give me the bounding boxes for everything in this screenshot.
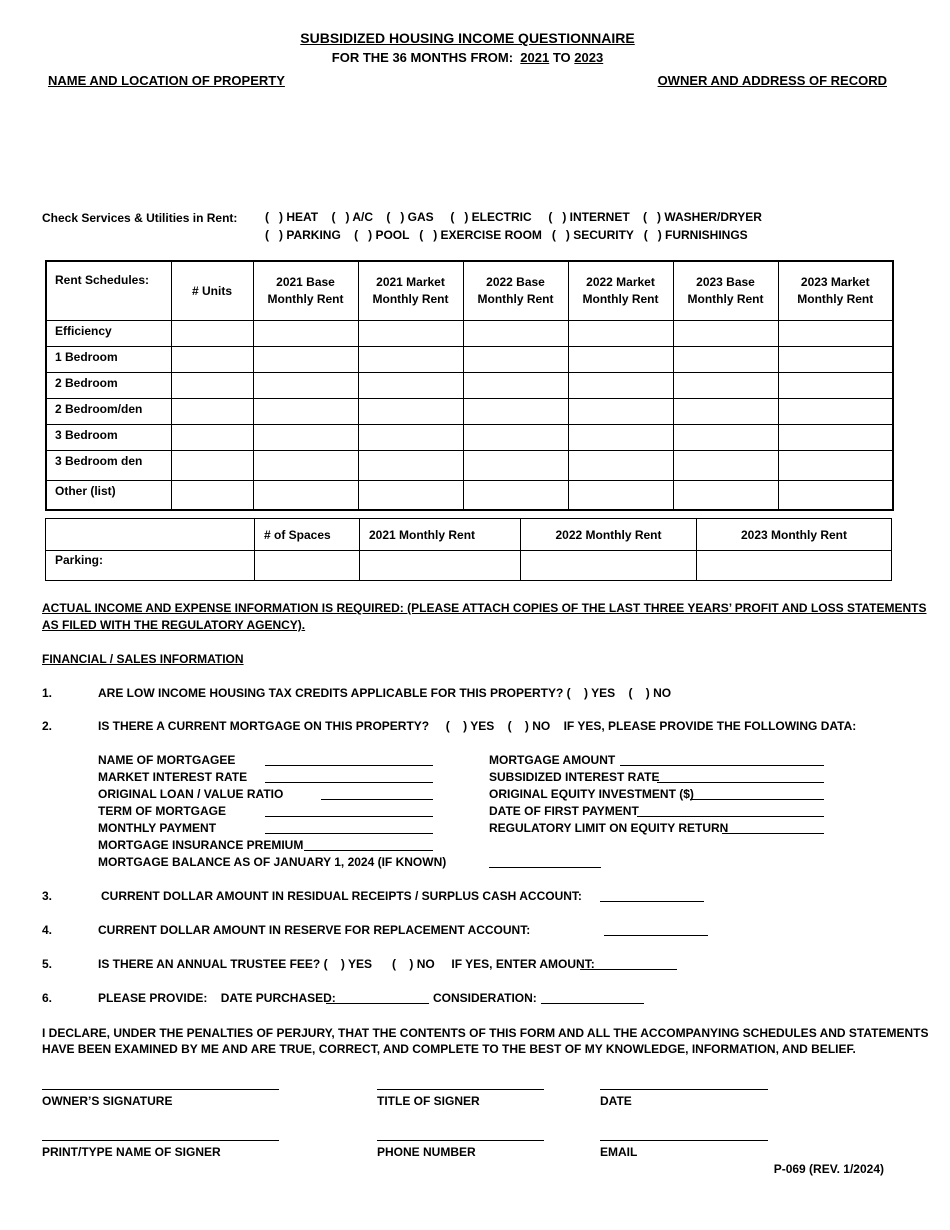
entry-cell[interactable] [358,373,463,399]
table-row [46,551,892,581]
question-5[interactable]: IS THERE AN ANNUAL TRUSTEE FEE? ( ) YES ( ) NO IF YES, ENTER AMOUNT: [98,957,595,971]
fill-line[interactable] [604,935,708,936]
period-prefix: FOR THE 36 MONTHS FROM: [331,50,514,65]
phone-number-label: PHONE NUMBER [377,1145,476,1159]
entry-cell[interactable] [358,399,463,425]
question-number: 2. [42,719,53,733]
row-label: Other (list) [46,481,171,510]
entry-cell[interactable] [255,551,360,581]
row-label: 2 Bedroom/den [46,399,171,425]
parking-table [45,518,892,581]
signature-line[interactable] [377,1140,544,1141]
entry-cell[interactable] [463,481,568,510]
row-label: 3 Bedroom den [46,451,171,481]
question-3: CURRENT DOLLAR AMOUNT IN RESIDUAL RECEIPTS / SURPLUS CASH ACCOUNT: [101,889,582,903]
entry-cell[interactable] [521,551,697,581]
parking-header-cell: 2021 Monthly Rent [360,519,521,551]
notice-line-2: AS FILED WITH THE REGULATORY AGENCY). [42,618,306,632]
entry-cell[interactable] [568,373,673,399]
entry-cell[interactable] [778,481,893,510]
parking-header-cell: 2022 Monthly Rent [521,519,697,551]
entry-cell[interactable] [778,399,893,425]
entry-cell[interactable] [463,425,568,451]
entry-cell[interactable] [697,551,892,581]
entry-cell[interactable] [673,347,778,373]
entry-cell[interactable] [358,321,463,347]
question-6-consideration: CONSIDERATION: [433,991,537,1005]
entry-cell[interactable] [463,399,568,425]
entry-cell[interactable] [568,425,673,451]
entry-cell[interactable] [171,425,253,451]
entry-cell[interactable] [358,347,463,373]
entry-cell[interactable] [463,373,568,399]
entry-cell[interactable] [360,551,521,581]
fill-line[interactable] [321,799,433,800]
entry-cell[interactable] [673,481,778,510]
question-number: 5. [42,957,53,971]
fill-line[interactable] [690,799,824,800]
fill-line[interactable] [600,901,704,902]
declaration-line-1: I DECLARE, UNDER THE PENALTIES OF PERJURY, THAT THE CONTENTS OF THIS FORM AND ALL THE ACCOMPANYING SCHEDULES AND STATEMENTS [42,1026,929,1040]
title-of-signer-label: TITLE OF SIGNER [377,1094,480,1108]
rent-header-cell: 2022 Base Monthly Rent [463,261,568,321]
entry-cell[interactable] [358,425,463,451]
question-6-date-purchased: PLEASE PROVIDE: DATE PURCHASED: [98,991,336,1005]
services-row-2[interactable]: ( ) PARKING ( ) POOL ( ) EXERCISE ROOM ( ) SECURITY ( ) FURNISHINGS [265,228,748,242]
entry-cell[interactable] [568,481,673,510]
entry-cell[interactable] [171,373,253,399]
table-row [46,399,893,425]
services-row-1[interactable]: ( ) HEAT ( ) A/C ( ) GAS ( ) ELECTRIC ( ) INTERNET ( ) WASHER/DRYER [265,210,762,224]
fill-line[interactable] [489,867,601,868]
entry-cell[interactable] [778,451,893,481]
signature-line[interactable] [42,1089,279,1090]
entry-cell[interactable] [463,451,568,481]
entry-cell[interactable] [778,347,893,373]
entry-cell[interactable] [171,347,253,373]
entry-cell[interactable] [568,347,673,373]
rent-header-cell: 2021 Market Monthly Rent [358,261,463,321]
parking-header-cell: 2023 Monthly Rent [697,519,892,551]
signature-line[interactable] [377,1089,544,1090]
entry-cell[interactable] [778,425,893,451]
mortgage-field-label: MARKET INTEREST RATE [98,770,248,784]
entry-cell[interactable] [253,451,358,481]
table-row [46,481,893,510]
declaration-line-2: HAVE BEEN EXAMINED BY ME AND ARE TRUE, CORRECT, AND COMPLETE TO THE BEST OF MY KNOWLEDGE, INFORMATION, AND BELIEF. [42,1042,856,1056]
question-number: 1. [42,686,53,700]
fill-line[interactable] [265,833,433,834]
entry-cell[interactable] [253,373,358,399]
mortgage-field-label: MORTGAGE AMOUNT [489,753,616,767]
entry-cell[interactable] [673,451,778,481]
services-label: Check Services & Utilities in Rent: [42,211,238,225]
mortgage-field-label: NAME OF MORTGAGEE [98,753,236,767]
rent-header-row [46,261,893,321]
mortgage-field-label: DATE OF FIRST PAYMENT [489,804,639,818]
entry-cell[interactable] [568,451,673,481]
form-title: SUBSIDIZED HOUSING INCOME QUESTIONNAIRE [300,30,635,46]
fill-line[interactable] [265,782,433,783]
print-name-label: PRINT/TYPE NAME OF SIGNER [42,1145,221,1159]
table-row [46,347,893,373]
entry-cell[interactable] [673,321,778,347]
entry-cell[interactable] [253,347,358,373]
entry-cell[interactable] [171,481,253,510]
mortgage-field-label: SUBSIDIZED INTEREST RATE [489,770,660,784]
entry-cell[interactable] [253,481,358,510]
end-year: 2023 [574,50,604,65]
email-label: EMAIL [600,1145,638,1159]
rent-header-cell: # Units [171,261,253,321]
start-year: 2021 [520,50,550,65]
entry-cell[interactable] [673,425,778,451]
rent-header-cell: 2022 Market Monthly Rent [568,261,673,321]
fill-line[interactable] [265,816,433,817]
parking-header-row [46,519,892,551]
mortgage-field-label: REGULATORY LIMIT ON EQUITY RETURN [489,821,729,835]
mortgage-field-label: MORTGAGE INSURANCE PREMIUM [98,838,304,852]
notice-line-1: ACTUAL INCOME AND EXPENSE INFORMATION IS REQUIRED: (PLEASE ATTACH COPIES OF THE LAST THREE YEARS’ PROFIT AND LOSS STATEMENTS [42,601,927,615]
question-1[interactable]: ARE LOW INCOME HOUSING TAX CREDITS APPLICABLE FOR THIS PROPERTY? ( ) YES ( ) NO [98,686,672,700]
owner-signature-label: OWNER’S SIGNATURE [42,1094,173,1108]
entry-cell[interactable] [463,347,568,373]
entry-cell[interactable] [568,399,673,425]
question-4: CURRENT DOLLAR AMOUNT IN RESERVE FOR REPLACEMENT ACCOUNT: [98,923,531,937]
rent-header-cell: 2023 Market Monthly Rent [778,261,893,321]
entry-cell[interactable] [358,481,463,510]
fill-line[interactable] [541,1003,644,1004]
entry-cell[interactable] [463,321,568,347]
mortgage-field-label: TERM OF MORTGAGE [98,804,226,818]
rent-schedule-table [45,260,894,511]
date-label: DATE [600,1094,632,1108]
fill-line[interactable] [580,969,677,970]
entry-cell[interactable] [358,451,463,481]
entry-cell[interactable] [568,321,673,347]
fill-line[interactable] [265,765,433,766]
entry-cell[interactable] [171,321,253,347]
fill-line[interactable] [722,833,824,834]
financial-heading: FINANCIAL / SALES INFORMATION [42,652,244,666]
parking-header-cell: # of Spaces [255,519,360,551]
row-label: Efficiency [46,321,171,347]
signature-line[interactable] [600,1140,768,1141]
question-2[interactable]: IS THERE A CURRENT MORTGAGE ON THIS PROPERTY? ( ) YES ( ) NO IF YES, PLEASE PROVIDE THE FOLLOWING DATA: [98,719,857,733]
period-to: TO [552,50,571,65]
entry-cell[interactable] [253,321,358,347]
fill-line[interactable] [620,765,824,766]
fill-line[interactable] [637,816,824,817]
rent-header-cell: 2023 Base Monthly Rent [673,261,778,321]
table-row [46,373,893,399]
entry-cell[interactable] [673,399,778,425]
mortgage-field-label: ORIGINAL EQUITY INVESTMENT ($) [489,787,694,801]
mortgage-field-label: MONTHLY PAYMENT [98,821,217,835]
table-row [46,321,893,347]
fill-line[interactable] [304,850,433,851]
mortgage-field-label: ORIGINAL LOAN / VALUE RATIO [98,787,284,801]
signature-line[interactable] [42,1140,279,1141]
question-number: 3. [42,889,53,903]
form-id: P-069 (REV. 1/2024) [773,1162,884,1176]
table-row [46,425,893,451]
fill-line[interactable] [326,1003,429,1004]
question-number: 4. [42,923,53,937]
rent-header-cell: Rent Schedules: [46,261,171,321]
table-row [46,451,893,481]
property-name-label: NAME AND LOCATION OF PROPERTY [48,73,285,88]
parking-header-cell [46,519,255,551]
signature-line[interactable] [600,1089,768,1090]
owner-address-label: OWNER AND ADDRESS OF RECORD [657,73,887,88]
period-line [0,50,935,65]
entry-cell[interactable] [171,399,253,425]
entry-cell[interactable] [171,451,253,481]
row-label: 1 Bedroom [46,347,171,373]
question-number: 6. [42,991,53,1005]
row-label: 3 Bedroom [46,425,171,451]
fill-line[interactable] [657,782,824,783]
row-label: 2 Bedroom [46,373,171,399]
rent-header-cell: 2021 Base Monthly Rent [253,261,358,321]
entry-cell[interactable] [778,373,893,399]
entry-cell[interactable] [673,373,778,399]
entry-cell[interactable] [253,399,358,425]
mortgage-field-label: MORTGAGE BALANCE AS OF JANUARY 1, 2024 (IF KNOWN) [98,855,447,869]
entry-cell[interactable] [253,425,358,451]
row-label: Parking: [46,551,255,581]
entry-cell[interactable] [778,321,893,347]
